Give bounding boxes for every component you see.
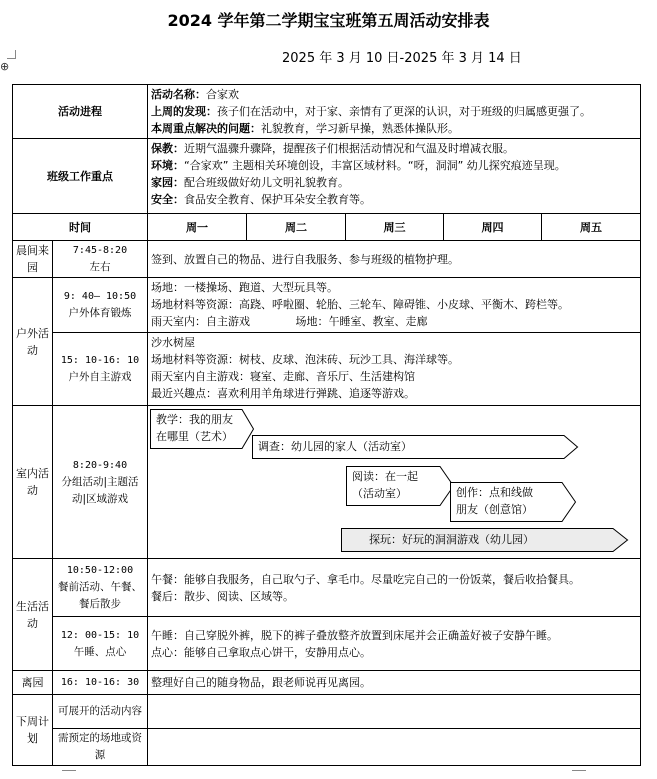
morning-time: [53, 241, 148, 278]
outdoor-slot1-content: [148, 278, 641, 333]
page-title: 2024 学年第二学期宝宝班第五周活动安排表: [167, 11, 490, 30]
activity-arrow-creation[interactable]: [450, 482, 576, 522]
outdoor-line: 场地：一楼操场、跑道、大型玩具等。: [151, 281, 338, 294]
arrow-text: 教学：我的朋友: [156, 413, 233, 426]
day-header-wed: 周三: [346, 214, 444, 241]
leave-time: 16: 10-16: 30: [53, 671, 148, 695]
focus-item-key: 家园：: [151, 176, 184, 189]
arrow-text: 在哪里（艺术）: [156, 430, 233, 443]
indoor-time-range: 8:20-9:40: [72, 459, 128, 471]
day-header-thu: 周四: [444, 214, 542, 241]
life-slot1-name: 餐前活动、午餐、餐后散步: [58, 581, 142, 610]
last-week-key: 上周的发现：: [151, 105, 217, 118]
activity-name-value: 合家欢: [206, 88, 239, 101]
indoor-time: [53, 406, 148, 559]
outdoor-line: 雨天室内：自主游戏 场地：午睡室、教室、走廊: [151, 315, 428, 328]
next-week-row-1: [13, 695, 641, 729]
focus-item-key: 安全：: [151, 193, 184, 206]
life-slot2-time: [53, 617, 148, 671]
activity-arrow-teaching[interactable]: [150, 409, 254, 449]
morning-row: [13, 241, 641, 278]
class-focus-content: [148, 139, 641, 214]
life-slot2-name: 午睡、点心: [73, 645, 127, 658]
schedule-table: [12, 84, 641, 766]
focus-item-value: 配合班级做好幼儿文明礼貌教育。: [184, 176, 349, 189]
indoor-row: [13, 406, 641, 559]
arrow-text: 探玩：好玩的洞洞游戏（幼儿园）: [369, 533, 534, 546]
outdoor-slot1-name: 户外体育锻炼: [68, 307, 132, 319]
leave-row: [13, 671, 641, 695]
focus-value: 礼貌教育，学习新早操，熟悉体操队形。: [261, 122, 459, 135]
activity-arrow-reading[interactable]: [346, 466, 454, 506]
outdoor-slot2-name: 户外自主游戏: [68, 371, 132, 383]
morning-content: 签到、放置自己的物品、进行自我服务、参与班级的植物护理。: [148, 241, 641, 278]
life-slot1-content: [148, 559, 641, 617]
outdoor-slot2-time-range: 15: 10-16: 10: [60, 355, 140, 366]
focus-item-value: “合家欢” 主题相关环境创设，丰富区域材料。“呀，洞洞” 幼儿探究痕迹呈现。: [184, 159, 566, 172]
life-slot1-time: [53, 559, 148, 617]
activity-name-key: 活动名称：: [151, 88, 206, 101]
focus-item-value: 食品安全教育、保护耳朵安全教育等。: [184, 193, 371, 206]
focus-item-value: 近期气温骤升骤降，提醒孩子们根据活动情况和气温及时增减衣服。: [184, 142, 514, 155]
focus-item-key: 保教：: [151, 142, 184, 155]
life-row-2: [13, 617, 641, 671]
arrow-text: 阅读：在一起: [352, 470, 418, 483]
next-week-resources-input[interactable]: [148, 729, 641, 766]
progress-row: [13, 85, 641, 139]
next-week-activities-input[interactable]: [148, 695, 641, 729]
leave-content: 整理好自己的随身物品，跟老师说再见离园。: [148, 671, 641, 695]
outdoor-line: 场地材料等资源：高跷、呼啦圈、轮胎、三轮车、障碍锥、小皮球、平衡木、跨栏等。: [151, 298, 569, 311]
morning-time-note: 左右: [89, 261, 111, 273]
morning-time-range: 7:45-8:20: [72, 245, 128, 256]
life-line: 餐后：散步、阅读、区域等。: [151, 589, 294, 603]
outdoor-line: 雨天室内自主游戏：寝室、走廊、音乐厅、生活建构馆: [151, 370, 415, 383]
arrow-text: 朋友（创意馆）: [456, 503, 533, 516]
page-corner-mark: [7, 50, 16, 59]
outdoor-slot2-time: [53, 333, 148, 406]
outdoor-label: 户外活动: [13, 278, 53, 406]
next-week-resources-label: 需预定的场地或资源: [53, 729, 148, 766]
table-move-handle-icon[interactable]: ⊕: [0, 60, 10, 73]
activity-arrow-explore[interactable]: [341, 528, 628, 552]
day-header-row: [13, 214, 641, 241]
outdoor-line: 沙水树屋: [151, 336, 195, 349]
indoor-content: [148, 406, 641, 559]
morning-label: 晨间来园: [13, 241, 53, 278]
outdoor-slot2-content: [148, 333, 641, 406]
life-line: 午睡：自己穿脱外裤，脱下的裤子叠放整齐放置到床尾并会正确盖好被子安静午睡。: [151, 628, 558, 642]
outdoor-line: 场地材料等资源：树枝、皮球、泡沫砖、玩沙工具、海洋球等。: [151, 353, 459, 366]
class-focus-label: 班级工作重点: [13, 139, 148, 214]
next-week-activities-label: 可展开的活动内容: [53, 695, 148, 729]
arrow-text: 创作：点和线做: [456, 486, 533, 499]
life-label: 生活活动: [13, 559, 53, 671]
life-row-1: [13, 559, 641, 617]
next-week-row-2: [13, 729, 641, 766]
outdoor-slot1-time-range: 9: 40— 10:50: [63, 291, 137, 302]
activity-arrow-survey[interactable]: [252, 435, 578, 459]
class-focus-row: [13, 139, 641, 214]
day-header-tue: 周二: [247, 214, 346, 241]
life-slot1-time-range: 10:50-12:00: [66, 565, 134, 576]
day-header-mon: 周一: [148, 214, 247, 241]
day-header-fri: 周五: [542, 214, 641, 241]
outdoor-row-2: [13, 333, 641, 406]
outdoor-line: 最近兴趣点：喜欢利用羊角球进行弹跳、追逐等游戏。: [151, 387, 415, 400]
life-slot2-content: [148, 617, 641, 671]
focus-item-key: 环境：: [151, 159, 184, 172]
indoor-label: 室内活动: [13, 406, 53, 559]
progress-label: 活动进程: [13, 85, 148, 139]
time-header: 时间: [13, 214, 148, 241]
life-line: 午餐：能够自我服务，自己取勺子、拿毛巾。尽量吃完自己的一份饭菜，餐后收拾餐具。: [151, 572, 580, 586]
next-week-label: 下周计划: [13, 695, 53, 766]
leave-label: 离园: [13, 671, 53, 695]
arrow-text: 调查：幼儿园的家人（活动室）: [258, 440, 412, 453]
progress-content: [148, 85, 641, 139]
focus-key: 本周重点解决的问题：: [151, 122, 261, 135]
life-line: 点心：能够自己拿取点心饼干，安静用点心。: [151, 645, 371, 659]
outdoor-row-1: [13, 278, 641, 333]
life-slot2-time-range: 12: 00-15: 10: [60, 629, 140, 641]
outdoor-slot1-time: [53, 278, 148, 333]
date-range: 2025 年 3 月 10 日-2025 年 3 月 14 日: [282, 51, 522, 66]
indoor-name: 分组活动|主题活动|区域游戏: [61, 475, 139, 505]
arrow-text: （活动室）: [352, 487, 407, 500]
last-week-value: 孩子们在活动中，对于家、亲情有了更深的认识，对于班级的归属感更强了。: [217, 105, 591, 118]
